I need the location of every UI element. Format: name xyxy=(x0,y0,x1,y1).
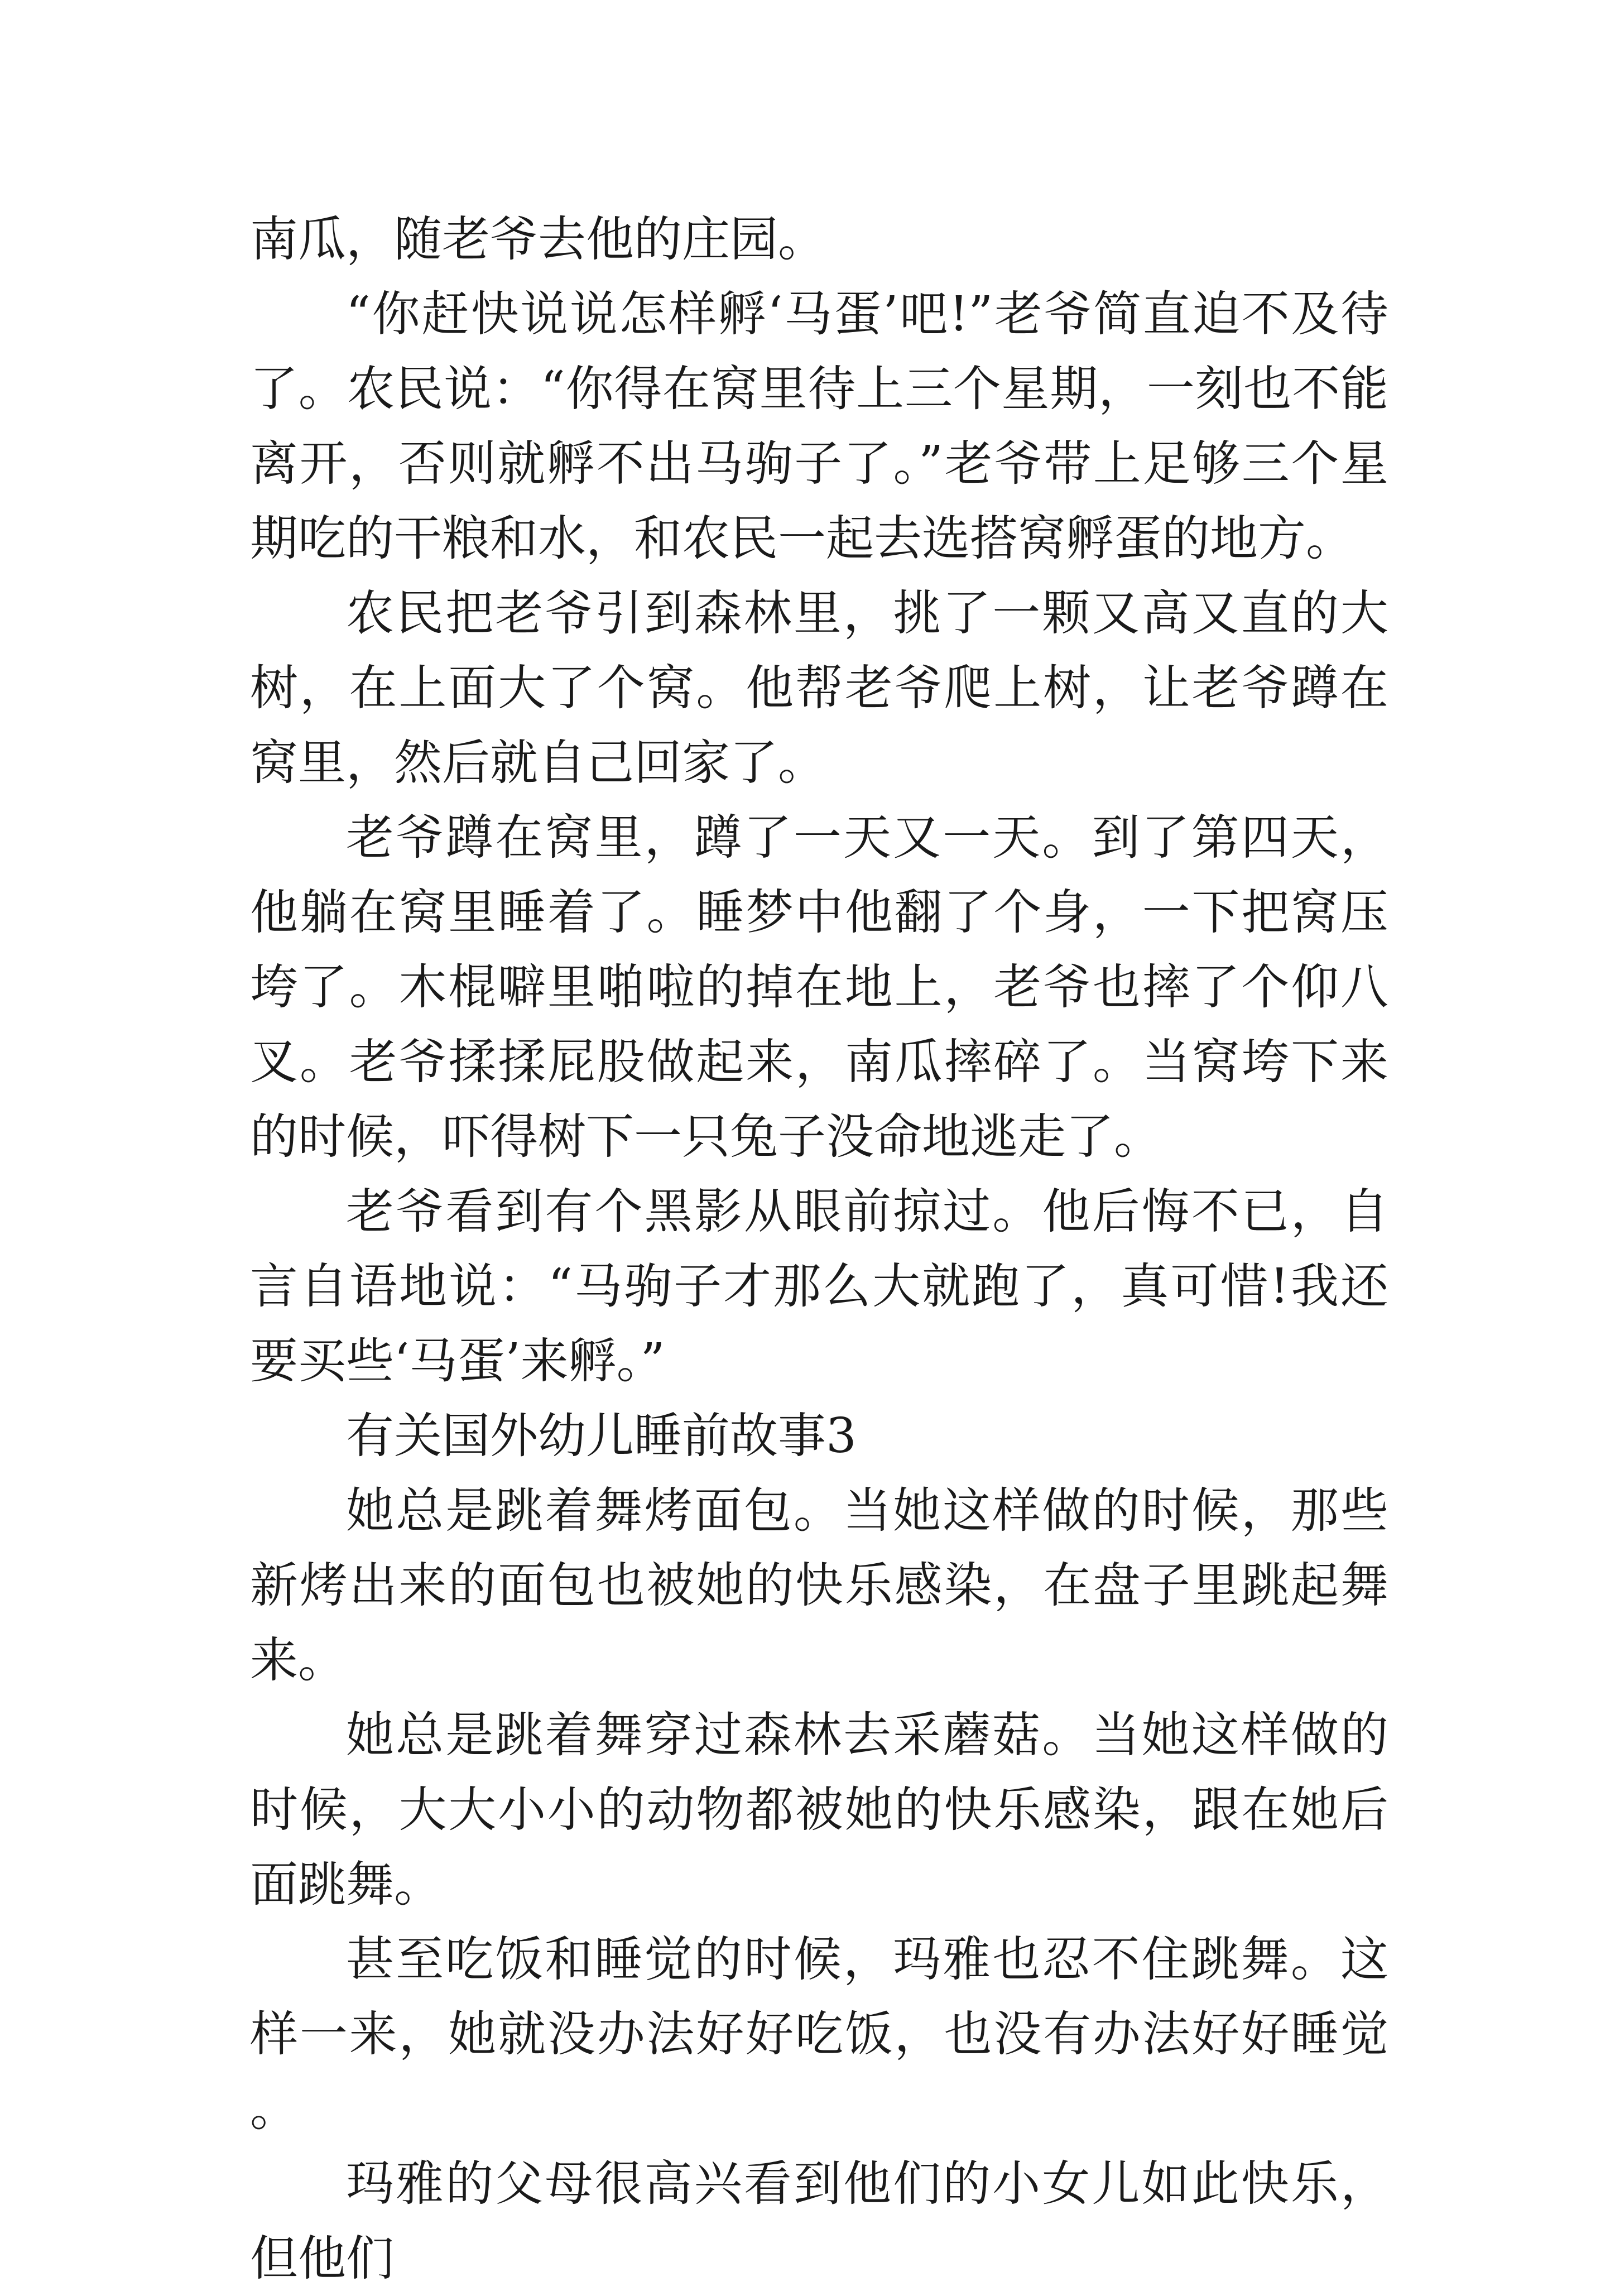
section-heading: 有关国外幼儿睡前故事3 xyxy=(346,1408,857,1464)
paragraph-continuation: 南瓜，随老爷去他的庄园。 xyxy=(250,212,826,267)
paragraph: “你赶快说说怎样孵‘马蛋’吧!”老爷简直迫不及待了。农民说：“你得在窝里待上三个星期，一刻也不能离开，否则就孵不出马驹子了。”老爷带上足够三个星期吃的干粮和水，和农民一起去选搭窝孵蛋的地方。 xyxy=(250,286,1388,566)
document-body xyxy=(250,202,1388,2296)
paragraph: 甚至吃饭和睡觉的时候，玛雅也忍不住跳舞。这样一来，她就没办法好好吃饭，也没有办法好好睡觉。 xyxy=(250,1932,1388,2137)
paragraph: 玛雅的父母很高兴看到他们的小女儿如此快乐，但他们 xyxy=(250,2156,1388,2287)
paragraph: 她总是跳着舞穿过森林去采蘑菇。当她这样做的时候，大大小小的动物都被她的快乐感染，跟在她后面跳舞。 xyxy=(250,1707,1388,1913)
paragraph: 农民把老爷引到森林里，挑了一颗又高又直的大树，在上面大了个窝。他帮老爷爬上树，让老爷蹲在窝里，然后就自己回家了。 xyxy=(250,585,1388,791)
paragraph: 老爷蹲在窝里，蹲了一天又一天。到了第四天，他躺在窝里睡着了。睡梦中他翻了个身，一下把窝压垮了。木棍噼里啪啦的掉在地上，老爷也摔了个仰八叉。老爷揉揉屁股做起来，南瓜摔碎了。当窝垮下来的时候，吓得树下一只兔子没命地逃走了。 xyxy=(250,810,1388,1165)
paragraph: 老爷看到有个黑影从眼前掠过。他后悔不已，自言自语地说：“马驹子才那么大就跑了，真可惜!我还要买些‘马蛋’来孵。” xyxy=(250,1184,1388,1389)
paragraph: 她总是跳着舞烤面包。当她这样做的时候，那些新烤出来的面包也被她的快乐感染，在盘子里跳起舞来。 xyxy=(250,1483,1388,1688)
